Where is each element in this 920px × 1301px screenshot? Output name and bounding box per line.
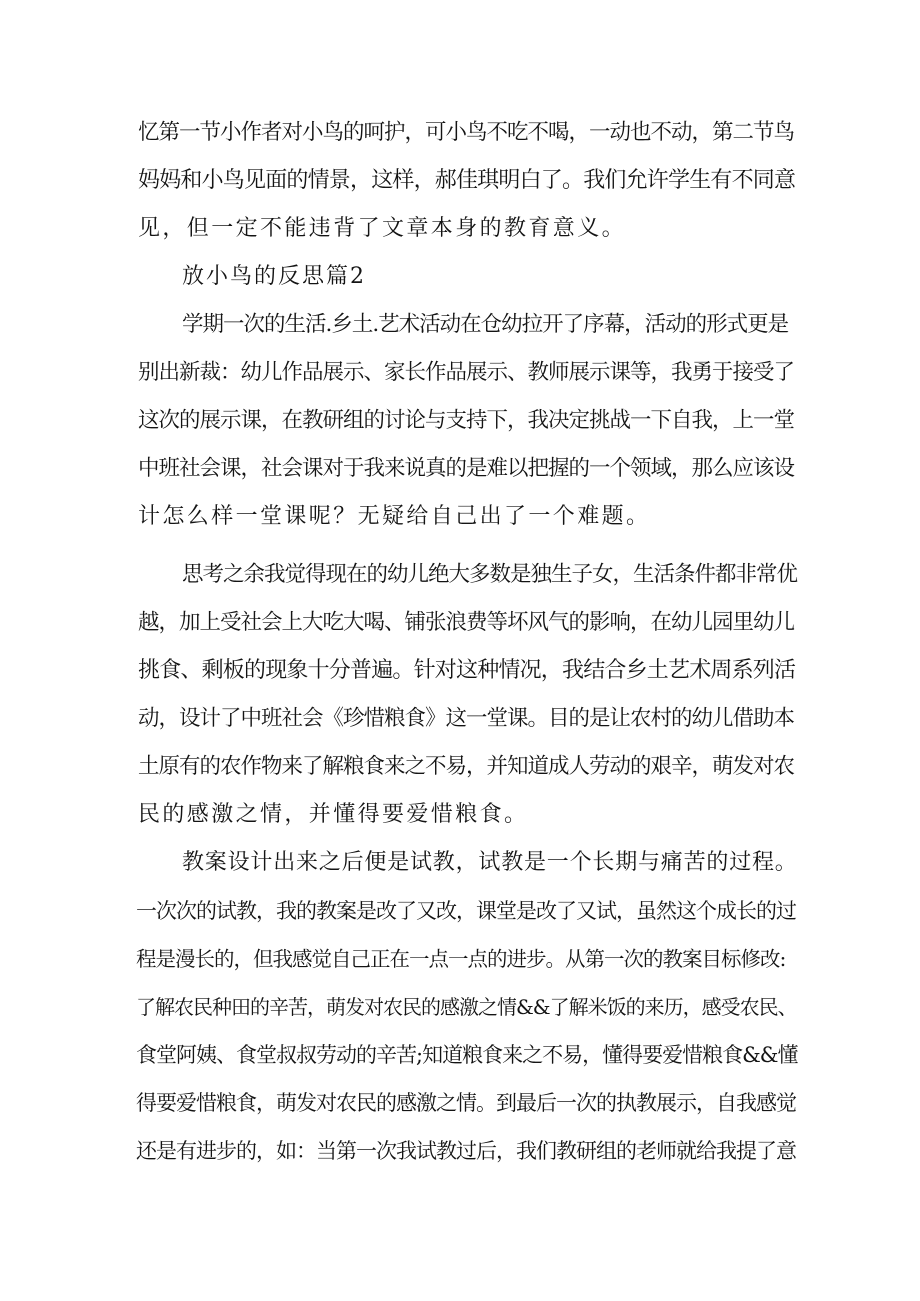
text-line: 民的感激之情，并懂得要爱惜粮食。	[138, 802, 529, 827]
text-line: 得要爱惜粮食，萌发对农民的感激之情。到最后一次的执教展示，自我感觉	[136, 1091, 796, 1115]
text-line: 思考之余我觉得现在的幼儿绝大多数是独生子女，生活条件都非常优	[182, 562, 798, 587]
text-line: 一次次的试教，我的教案是改了又改，课堂是改了又试，虽然这个成长的过	[136, 899, 796, 923]
text-line: 忆第一节小作者对小鸟的呵护，可小鸟不吃不喝，一动也不动，第二节鸟	[138, 120, 795, 145]
text-line: 挑食、剩板的现象十分普遍。针对这种情况，我结合乡土艺术周系列活	[138, 658, 796, 683]
text-line: 了解农民种田的辛苦，萌发对农民的感激之情&&了解米饭的来历，感受农民、	[136, 995, 797, 1019]
text-line: 越，加上受社会上大吃大喝、铺张浪费等坏风气的影响，在幼儿园里幼儿	[138, 610, 795, 635]
text-line: 程是漫长的，但我感觉自己正在一点一点的进步。从第一次的教案目标修改:	[136, 947, 786, 971]
text-line: 妈妈和小鸟见面的情景，这样，郝佳琪明白了。我们允许学生有不同意	[138, 168, 796, 193]
text-line: 学期一次的生活.乡土.艺术活动在仓幼拉开了序幕，活动的形式更是	[182, 312, 789, 337]
text-line: 动，设计了中班社会《珍惜粮食》这一堂课。目的是让农村的幼儿借助本	[138, 706, 795, 731]
section-heading: 放小鸟的反思篇2	[182, 264, 366, 289]
text-line: 中班社会课，社会课对于我来说真的是难以把握的一个领域，那么应该设	[138, 456, 795, 481]
text-line: 见，但一定不能违背了文章本身的教育意义。	[138, 216, 627, 241]
text-line: 计怎么样一堂课呢？无疑给自己出了一个难题。	[138, 504, 651, 529]
text-line: 土原有的农作物来了解粮食来之不易，并知道成人劳动的艰辛，萌发对农	[138, 754, 795, 779]
text-line: 教案设计出来之后便是试教，试教是一个长期与痛苦的过程。	[182, 850, 798, 875]
text-line: 别出新裁：幼儿作品展示、家长作品展示、教师展示课等，我勇于接受了	[138, 360, 795, 385]
text-line: 还是有进步的，如：当第一次我试教过后，我们教研组的老师就给我提了意	[136, 1139, 796, 1163]
text-line: 这次的展示课，在教研组的讨论与支持下，我决定挑战一下自我，上一堂	[138, 408, 795, 433]
text-line: 食堂阿姨、食堂叔叔劳动的辛苦;知道粮食来之不易，懂得要爱惜粮食&&懂	[136, 1043, 798, 1067]
